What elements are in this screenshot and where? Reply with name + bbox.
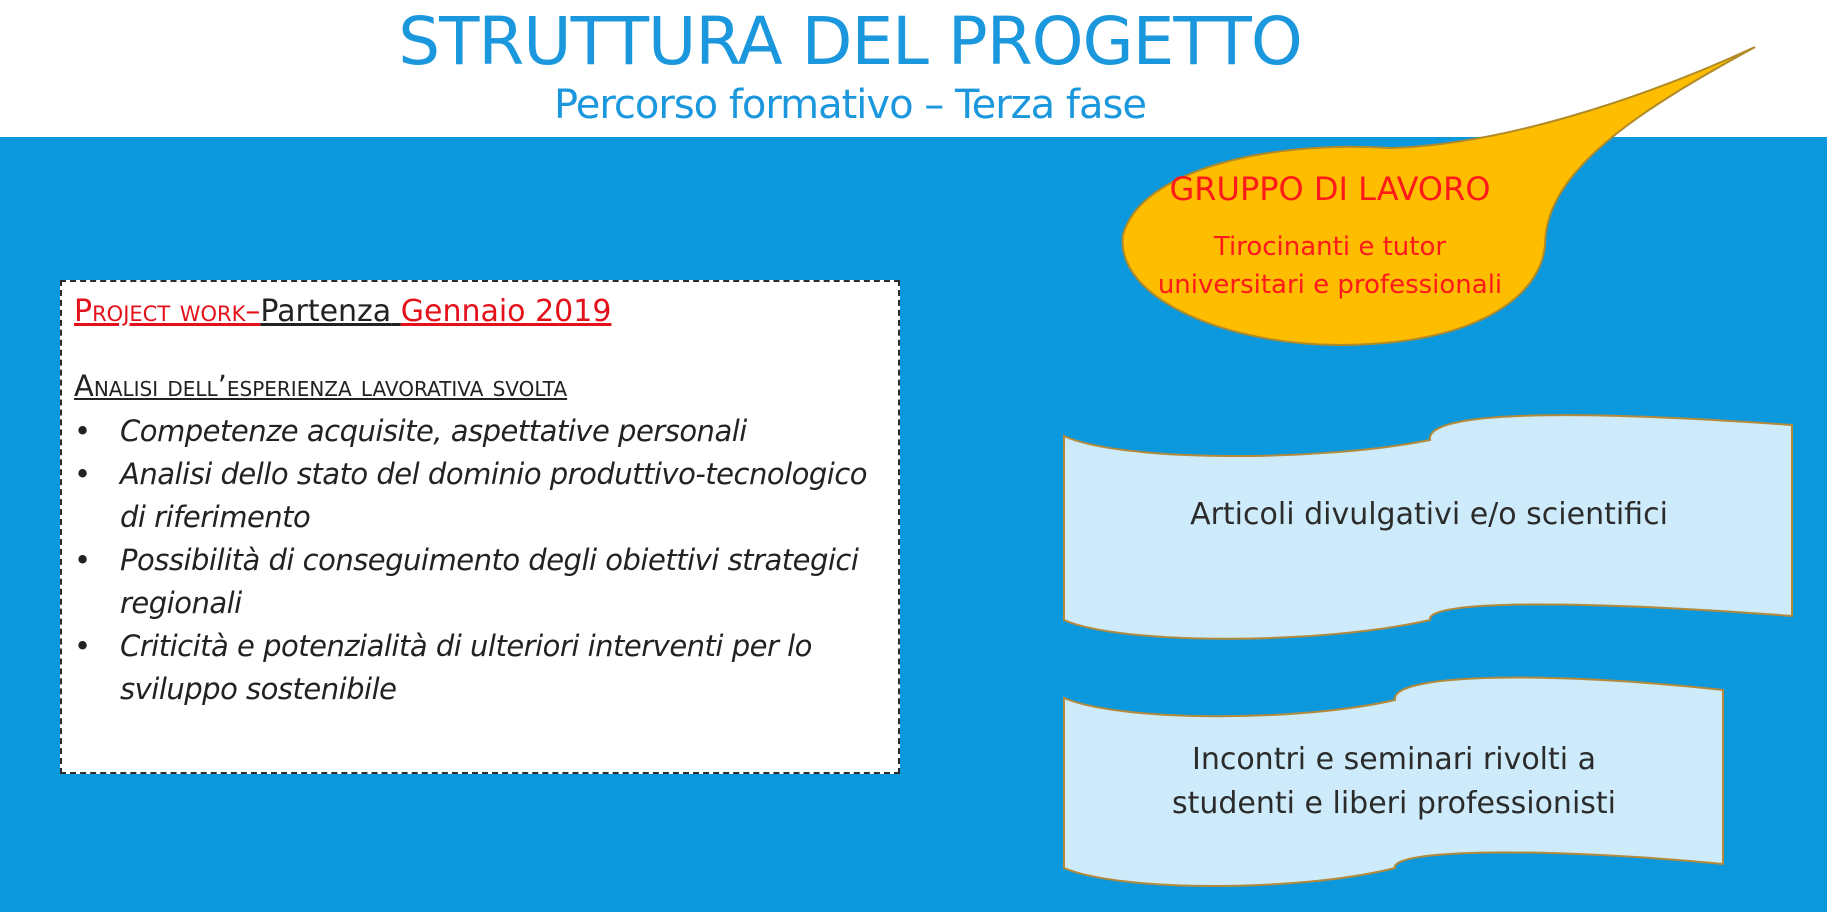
bubble-title: GRUPPO DI LAVORO	[1169, 170, 1491, 208]
analysis-list	[74, 410, 886, 711]
list-item: • Possibilità di conseguimento degli obiettivi strategici regionali	[74, 539, 886, 625]
scroll-banner-line: studenti e liberi professionisti	[1171, 786, 1617, 821]
list-item: • Analisi dello stato del dominio produttivo-tecnologico di riferimento	[74, 453, 886, 539]
bullet-icon: •	[74, 414, 91, 448]
bubble-subtitle-line: Tirocinanti e tutor	[1213, 232, 1447, 262]
scroll-banner-line: Incontri e seminari rivolti a	[1191, 742, 1597, 777]
list-item: • Competenze acquisite, aspettative personali	[74, 410, 886, 453]
start-date: Gennaio 2019	[400, 294, 612, 329]
scroll-banner-1-text	[1064, 493, 1794, 537]
bubble-subtitle-line: universitari e professionali	[1157, 270, 1503, 300]
page-title: STRUTTURA DEL PROGETTO	[398, 3, 1302, 80]
analysis-heading: Analisi dell’esperienza lavorativa svolta	[74, 369, 568, 403]
page-subtitle: Percorso formativo – Terza fase	[554, 82, 1146, 128]
list-item: • Criticità e potenzialità di ulteriori interventi per lo sviluppo sostenibile	[74, 625, 886, 711]
project-work-box	[60, 280, 900, 774]
project-work-label: Project work–	[74, 294, 261, 329]
bullet-icon: •	[74, 457, 91, 491]
scroll-banner-line: Articoli divulgativi e/o scientifici	[1190, 497, 1668, 532]
start-label: Partenza	[260, 294, 392, 329]
bubble-subtitle	[1120, 228, 1540, 304]
project-work-heading	[74, 292, 886, 332]
bullet-icon: •	[74, 629, 91, 663]
bullet-icon: •	[74, 543, 91, 577]
scroll-banner-2-text	[1064, 738, 1724, 826]
